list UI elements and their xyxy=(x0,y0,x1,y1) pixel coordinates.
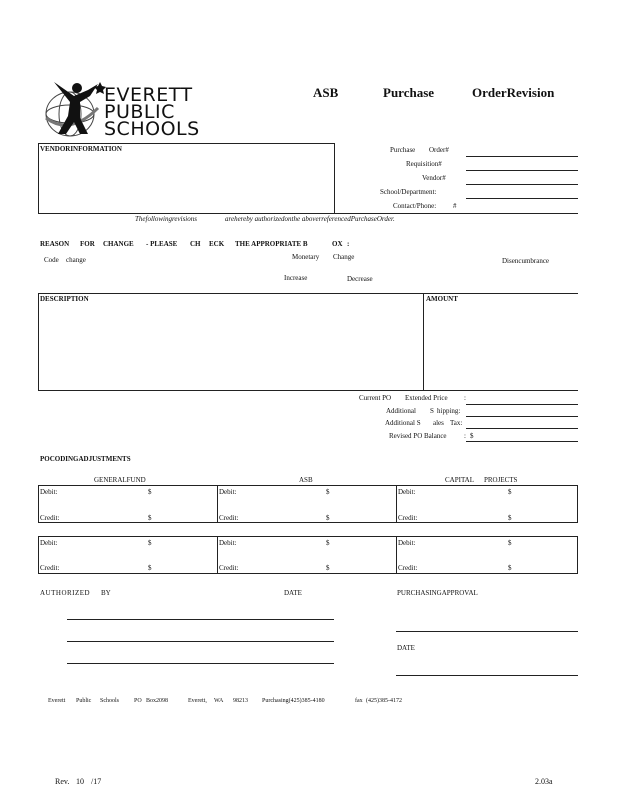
coding-col-capital: CAPITAL xyxy=(445,476,474,484)
grid1-asb-debit-dollar: $ xyxy=(326,488,330,496)
school-department-field[interactable] xyxy=(466,198,578,199)
logo-line3: SCHOOLS xyxy=(104,118,200,140)
footer-w4: PO xyxy=(134,698,142,704)
extended-price-colon: : xyxy=(464,394,466,402)
description-heading: DESCRIPTION xyxy=(40,295,89,303)
purchasing-approval-label: PURCHASINGAPPROVAL xyxy=(397,589,478,597)
decrease-label: Decrease xyxy=(347,275,373,283)
footer-w11: (425)385-4172 xyxy=(366,698,402,704)
reason-word-4: - PLEASE xyxy=(146,240,178,248)
footer-w10: fax xyxy=(355,698,363,704)
reason-word-5: CH xyxy=(190,240,201,248)
footer-w1: Everett xyxy=(48,698,66,704)
title-purchase: Purchase xyxy=(383,85,435,100)
logo-figure-icon xyxy=(42,78,108,140)
form-code: 2.03a xyxy=(535,777,553,786)
additional-sales-tax-field[interactable] xyxy=(466,428,578,429)
order-number-label: Order# xyxy=(429,146,449,154)
coding-col-general-fund: GENERALFUND xyxy=(94,476,146,484)
signature-line-1[interactable] xyxy=(67,619,334,620)
coding-col-asb: ASB xyxy=(299,476,313,484)
requisition-field[interactable] xyxy=(466,170,578,171)
signature-line-2[interactable] xyxy=(67,641,334,642)
rev-label: Rev. xyxy=(55,777,70,786)
grid2-asb-debit[interactable]: Debit: xyxy=(219,539,237,547)
reason-word-1: REASON xyxy=(40,240,70,248)
code-change-label: change xyxy=(66,256,86,264)
extended-price-label: Extended Price xyxy=(405,394,448,402)
grid1-asb-credit[interactable]: Credit: xyxy=(219,514,239,522)
footer-w2: Public xyxy=(76,698,92,704)
footer-w3: Schools xyxy=(100,698,120,704)
grid2-gf-credit[interactable]: Credit: xyxy=(40,564,60,572)
grid2-cp-debit-dollar: $ xyxy=(508,539,512,547)
grid2-gf-credit-dollar: $ xyxy=(148,564,152,572)
logo xyxy=(42,78,202,140)
monetary-change-label: Change xyxy=(333,253,355,261)
requisition-label: Requisition# xyxy=(406,160,442,168)
purchasing-date-label: DATE xyxy=(397,644,415,652)
purchasing-date-line[interactable] xyxy=(396,675,578,676)
rev-year: /17 xyxy=(91,777,102,786)
grid1-cp-credit[interactable]: Credit: xyxy=(398,514,418,522)
additional-sales-a: Additional S xyxy=(385,419,421,427)
grid2-gf-debit-dollar: $ xyxy=(148,539,152,547)
increase-label: Increase xyxy=(284,274,308,282)
grid2-asb-debit-dollar: $ xyxy=(326,539,330,547)
current-po-label: Current PO xyxy=(359,394,392,402)
title-order-revision: OrderRevision xyxy=(472,85,555,100)
po-coding-heading: POCODINGADJUSTMENTS xyxy=(40,455,131,463)
purchasing-approval-line[interactable] xyxy=(396,631,578,632)
authorized-date-label: DATE xyxy=(284,589,302,597)
reason-word-6: ECK xyxy=(209,240,225,248)
vendor-information-heading: VENDORINFORMATION xyxy=(40,145,122,153)
vendor-information-box[interactable] xyxy=(38,143,335,214)
code-label: Code xyxy=(44,256,59,264)
grid1-asb-credit-dollar: $ xyxy=(326,514,330,522)
grid2-cp-credit[interactable]: Credit: xyxy=(398,564,418,572)
authorized-by-label: BY xyxy=(101,589,111,597)
coding-col-projects: PROJECTS xyxy=(484,476,518,484)
grid1-gf-debit[interactable]: Debit: xyxy=(40,488,58,496)
reason-word-8: OX xyxy=(332,240,343,248)
contact-phone-hash: # xyxy=(453,202,457,210)
grid2-cp-credit-dollar: $ xyxy=(508,564,512,572)
extended-price-field[interactable] xyxy=(466,404,578,405)
purchase-label: Purchase xyxy=(390,146,416,154)
revised-po-balance-field[interactable] xyxy=(466,441,578,442)
logo-line1: EVERETT xyxy=(104,84,193,106)
footer-w9: Purchasing(425)385-4180 xyxy=(262,698,325,704)
reason-word-7: THE APPROPRIATE B xyxy=(235,240,308,248)
footer-w6: Everett, xyxy=(188,698,207,704)
grid1-gf-debit-dollar: $ xyxy=(148,488,152,496)
grid1-cp-debit[interactable]: Debit: xyxy=(398,488,416,496)
vendor-number-field[interactable] xyxy=(466,184,578,185)
order-number-field[interactable] xyxy=(466,156,578,157)
reason-word-2: FOR xyxy=(80,240,95,248)
additional-shipping-c: hipping: xyxy=(437,407,461,415)
additional-shipping-field[interactable] xyxy=(466,416,578,417)
additional-sales-c: Tax: xyxy=(450,419,463,427)
school-department-label: School/Department: xyxy=(380,188,437,196)
grid1-asb-debit[interactable]: Debit: xyxy=(219,488,237,496)
revised-po-balance-dollar: $ xyxy=(470,432,474,440)
additional-shipping-a: Additional xyxy=(386,407,416,415)
rev-month: 10 xyxy=(76,777,84,786)
vendor-number-label: Vendor# xyxy=(422,174,446,182)
grid1-gf-credit[interactable]: Credit: xyxy=(40,514,60,522)
disencumbrance-label: Disencumbrance xyxy=(502,257,550,265)
footer-w8: 98213 xyxy=(233,698,248,704)
additional-sales-b: ales xyxy=(433,419,444,427)
revisions-note-part1: Thefollowingrevisions xyxy=(135,215,197,223)
reason-word-9: : xyxy=(347,240,350,248)
contact-phone-label: Contact/Phone: xyxy=(393,202,437,210)
additional-shipping-b: S xyxy=(430,407,434,415)
title-asb: ASB xyxy=(313,85,339,100)
signature-line-3[interactable] xyxy=(67,663,334,664)
grid1-cp-debit-dollar: $ xyxy=(508,488,512,496)
logo-line2: PUBLIC xyxy=(104,101,175,123)
revisions-note-part2: arehereby authorizedonthe aboverreferencedPurchaseOrder. xyxy=(225,215,395,223)
description-box[interactable] xyxy=(38,293,424,391)
grid2-asb-credit[interactable]: Credit: xyxy=(219,564,239,572)
footer-w7: WA xyxy=(214,698,224,704)
grid2-cp-debit[interactable]: Debit: xyxy=(398,539,416,547)
revised-po-balance-colon: : xyxy=(464,432,466,440)
grid2-gf-debit[interactable]: Debit: xyxy=(40,539,58,547)
grid1-cp-credit-dollar: $ xyxy=(508,514,512,522)
amount-heading: AMOUNT xyxy=(426,295,458,303)
grid1-gf-credit-dollar: $ xyxy=(148,514,152,522)
authorized-label: AUTHORIZED xyxy=(40,589,91,597)
grid2-asb-credit-dollar: $ xyxy=(326,564,330,572)
footer-w5: Box2098 xyxy=(146,698,169,704)
revised-po-balance-label: Revised PO Balance xyxy=(389,432,447,440)
monetary-label: Monetary xyxy=(292,253,320,261)
reason-word-3: CHANGE xyxy=(103,240,134,248)
